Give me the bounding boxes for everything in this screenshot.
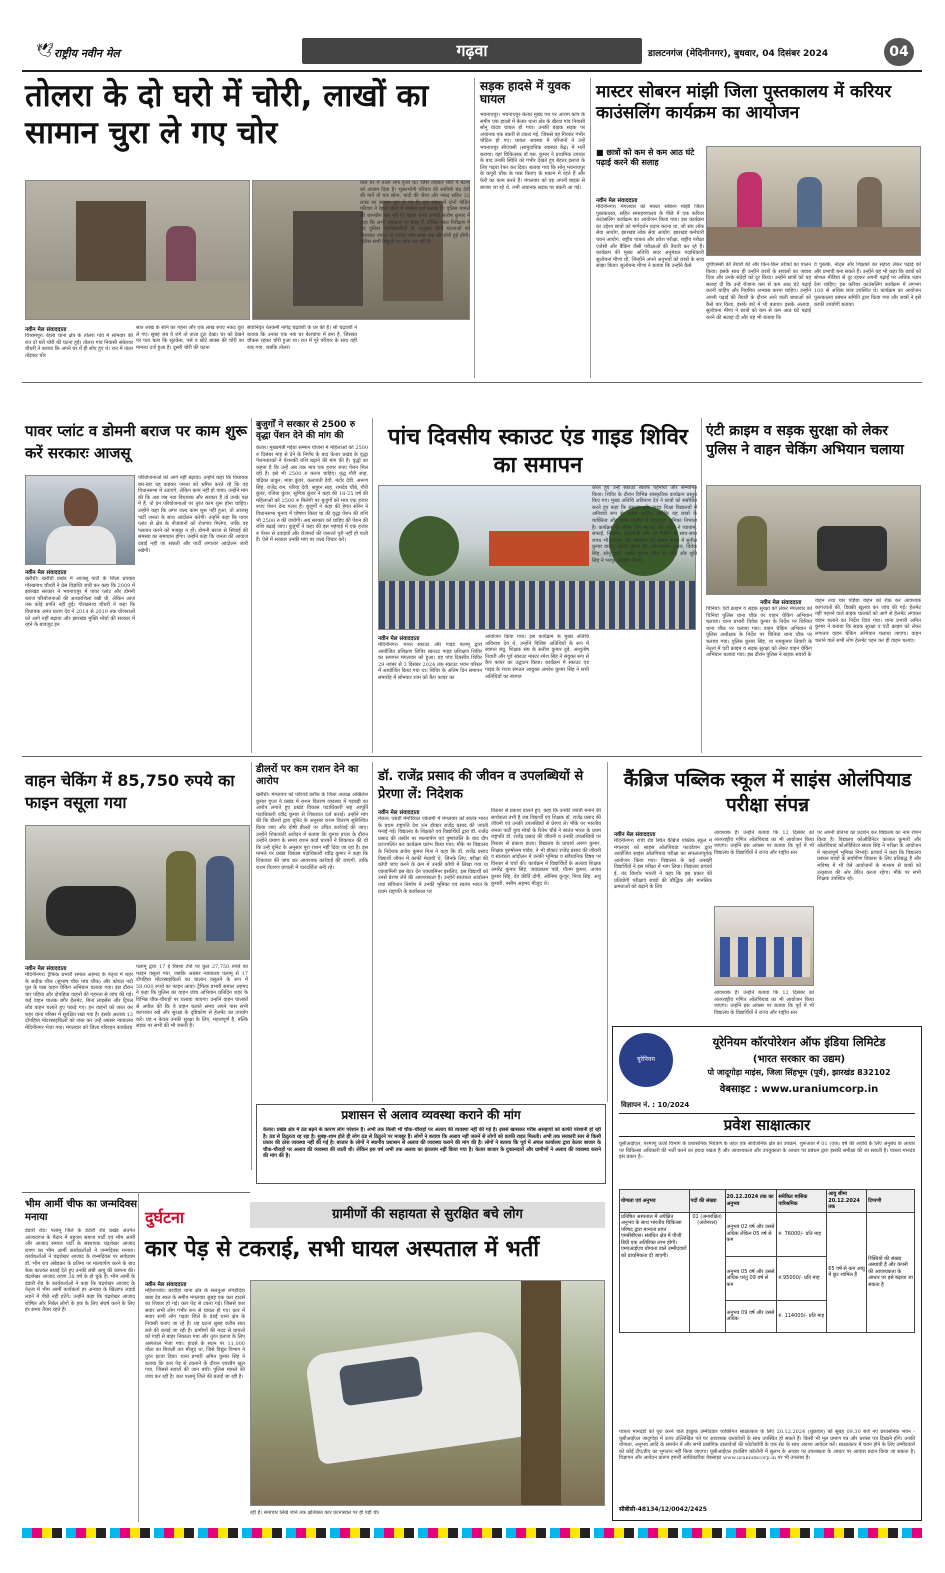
color-registration-bar (22, 1528, 922, 1538)
byline-s1: नवीन मेल संवाददाता (25, 327, 67, 333)
photo-theft-house (25, 180, 250, 320)
s6-col3: करते हुए उन्हें स्काउट स्कार्फ पहनाया और सम्मानित किया। शिविर के दौरान विभिन्न सांस्कृतिक कार्यक्रम प्रस्तुत किए गए। मुख्य अतिथि अविनाश देव ने छात्रों को संबोधित करते हुए कहा कि स्काउट और गाइड शिक्षा विद्यालयों में अनिवार्य रूप से चलना चाहिए, क्योंकि यह छात्रों के व्यक्तित्व और चरित्र निर्माण में महत्वपूर्ण भूमिका निभाता है। कार्यक्रम के अंतिम दिन स्काउट और गाइड ने व्यायाम, सफाई, नियंत्रण, इंडोलॉजी और टेंट पिचिंग के साथ-साथ शपथ भी कराया। इस कार्यक्रम को सफल बनाने में सुनील कुमार यादव, अमित कुमार झा, ओमप्रकाश कुमार, विवेक सिंह, सोनू शर्मा, प्रशांत कुमार, प्रिंस देव सिंह और श्रुति सिंह ने भरपूर सहयोग किया। (592, 485, 697, 564)
logo-bird-icon: 🕊 (36, 43, 54, 59)
byline-s7: नवीन मेल संवाददाता (760, 600, 802, 606)
s3-col1: मेदिनीनगर। मंगलवार को मास्टर सोबरन मांझी जिला पुस्तकालय, सहित समाहरणालय के पीछे में एक करियर काउंसलिंग कार्यक्रम का आयोजन किया गया। इस कार्यक्रम का उद्देश्य छात्रों को मार्गदर्शन प्रदान करना था, जो संघ लोक सेवा आयोग, झारखंड लोक सेवा आयोग, झारखंड कर्मचारी चयन आयोग, राष्ट्रीय पात्रता और प्रवेश परीक्षा, राष्ट्रीय परीक्षा एजेंसी और बैंकिंग जैसी परीक्षाओं की तैयारी कर रहे हैं। कार्यक्रम की मुख्य अतिथि सदर अनुमंडल पदाधिकारी सुलोचना मीणा थीं, जिन्होंने अपने अनुभवों को छात्रों के साथ साझा किया। सुलोचना मीणा ने बताया कि उन्होंने कैसे (596, 204, 704, 270)
s11-col2b: आवश्यक हैं। उन्होंने बताया कि 12 दिसंबर को अंतरराष्ट्रीय गणित ओलंपियाड का भी आयोजन किया जाएगा। उन्होंने इस अवसर पर बताया कि पूर्व में भी विद्यालय के विद्यार्थियों ने राज्य और राष्ट्रीय स्तर (714, 990, 814, 1016)
s14-col1: महिशाथांड। बरडीहा थाना क्षेत्र के सलतुआ लंगड़ीदेवा बाबा देव स्थल के समीप मंगलवार सुबह एक कार हादसे का शिकार हो गई। कार पेड़ से टकरा गई। जिससे कार सवार सभी लोग गंभीर रूप से घायल हो गए। कार में सवार सभी लोग गढ़वा जिले के डंडई थाना क्षेत्र के निवासी बताए जा रहे हैं। यह घटना सुबह करीब सात बजे की बताई जा रही है। ग्रामीणों की मदद से घायलों को गाड़ी से बाहर निकाला गया और तुरंत इलाज के लिए अस्पताल भेजा गया। हादसे के स्थान पर 11,000 वोल्ट का बिजली तार मौजूद था, जिसे विद्युत विभाग ने तुरंत हटवा दिया। थाना प्रभारी अमित कुमार सिंह ने बताया कि कार पेड़ से टकराने के दौरान एयरबैग खुल गया, जिससे सवारों की जान बची। पुलिस मामले की जांच कर रही है। कार पलामू जिले की बताई जा रही है। (145, 1288, 245, 1380)
ad-footer: पात्रता मानदंडों को पूरा करने वाले इच्छुक उम्मीदवार व्यक्तिगत साक्षात्कार के लिए 20.12.2024 (शुक्रवार) को सुबह 09.30 बजे नए प्रशासनिक भवन - यूसीआईएल जादूगोड़ा में ऊपर उल्लिखित पते पर आवश्यक दस्तावेजों के साथ उपस्थित हो सकते हैं। किसी भी मूल प्रमाण पत्र और प्रशंसा पत्र दिखाने होंगे। उनकी योग्यता, अनुभव आदि के समर्थन में और सभी प्रासंगिक दस्तावेजों की फोटोकॉपी के एक सेट के साथ अवश्य आवेदन करें। साक्षात्कार में चयन होने के लिए उम्मीदवारों को कोई टीए/डीए का भुगतान नहीं किया जाएगा। यूसीआईएल हाउसिंग कॉलोनी में सुलभ के आधार पर उपलब्धता के आधार पर आवास प्रदान किया जा सकता है। विज्ञापन और आवेदन प्रारूप हमारी आधिकारिक वेबसाइट www.uraniumcorp.in पर भी उपलब्ध है। (619, 1429, 915, 1462)
byline-s3: नवीन मेल संवाददाता (596, 198, 638, 204)
s1-col4: वाले घर में ताला लगा हुआ था। जिसे तोड़कर चोरों ने घटना को अंजाम दिया है। भुक्तभोगी परिवार की सावित्री चंद्र देवी की मानें तो चार सोना, चांदी की जेवर और नकद सहित 32 लाख का सामान चुरा ले गए हैं। इस संबंध में दोनों पीड़ित परिवार ने रेहला थाना में मामला दर्ज कराया है। पुलिस मामले की छानबीन कर रही है। रेहला थाना प्रभारी संतोष कुमार ने कहा कि अभी अवकाश पर बाहर हैं, लेकिन स्थल निरीक्षण में गए पुलिस पदाधिकारियों के अनुसार दोनों घटनाओं को मिलाकर ज्यादा से ज्यादा पांच लाख तक की चोरी हुई होगी। पुलिस सभी बिंदुओं पर जांच कर रही है। (360, 180, 470, 246)
table-row: अनुभव 09 वर्ष और उससे अधिक रु. 114000/- प्रति माह (620, 1301, 915, 1333)
s1-col3: सेवानिवृत रेलकर्मी नागेंद्र चंद्रवंशी के घर की है। श्री चंद्रवंशी ने बताया कि उनका एक नया घर बेलचांपा में बना है, जिसका चौकस रहकर चोरी हुआ था। रात में पूरे परिवार के साथ वहीं रुक गया, जबकि तोलरा (247, 325, 357, 351)
s7-col2: वाहन तथा चार पहिया वाहन को रोक कर आवश्यक कागजातों की, डिक्की खुलवा कर जांच की गई। हेलमेट नहीं पहनने वाले बाइक चालकों को आगे से हेलमेट लगाकर वाहन चलाने का निर्देश दिया गया। थाना प्रभारी अमित कुमार ने बताया कि सड़क सुरक्षा व एंटी क्राइम को लेकर लगातार वाहन चेकिंग अभियान चलाया जाएगा। वाहन चलाने वाले सभी लोग हेलमेट पहन कर ही वाहन चलाएं। (815, 598, 921, 644)
ucil-website[interactable]: वेबसाइट : www.uraniumcorp.in (719, 1084, 879, 1095)
masthead (22, 38, 922, 68)
s12-body: केतार। प्रखंड क्षेत्र में ठंड बढ़ने के कारण लोग परेशान हैं। अभी तक किसी भी चौक-चौराहों पर अलाव की व्यवस्था नहीं की गई है। इससे खासकर गरीब असहायों को काफी परेशानी हो रही है। ठंड से ठिठुरता रह रहा है। सुबह-शाम होते ही लोग ठंड से ठिठुरने पर मजबूर हैं। लोगों ने बताया कि अलाव नहीं जलने से लोगों को काफी राहत मिलती। अभी तक सरकारी स्तर से किसी प्रकार की ठोस व्यवस्था नहीं की गई है। बाजार के लोगों ने स्थानीय प्रशासन से अलाव की व्यवस्था कराने की मांग की है। लोगों ने बताया कि पूर्व में अंचल कार्यालय द्वारा केतार बाजार के चौक-चौराहों पर अलाव की व्यवस्था की जाती थी। लेकिन इस वर्ष अभी तक अलाव का इंतजाम नहीं किया गया है। केतार बाजार के दुकानदारों और ग्रामीणों ने अलाव की व्यवस्था कराने की मांग की है। (263, 1127, 601, 1160)
s8-col1: मेदिनीनगर। ट्रैफिक प्रभारी समाल अहमद के नेतृत्व में शहर के सदीक चौक (सुभाष चौक पांच चौक) और कोयल नदी पुल के पास वाहन चेकिंग अभियान चलाया गया। इस दौरान चार पहिया और दोपहिया वाहनों की गहनता से जांच की गई। कई वाहन चालक बगैर हेलमेट, बिना लाइसेंस और ट्रिपल लोड वाहन चलाते हुए पकड़े गए। इन वाहनों को जब्त कर शहर थाना परिसर में सुरक्षित रखा गया है। इसके अलावा 13 दोपहिया मोटरसाइकिलों को जब्त कर उन्हें अग्रसर न्यायालय मेदिनीनगर भेजा गया। मंगलवार को जिला परिवहन कार्यालय (25, 972, 133, 1031)
ucil-name: यूरेनियम कॉरपोरेशन ऑफ इंडिया लिमिटेड (712, 1035, 886, 1049)
subhead-bar (250, 1202, 605, 1228)
s8-col2: पलामू द्वारा 17 ई रिक्शा टेंपो पर कुल 27,750 रुपये का फाइन वसूला गया, जबकि अग्रसर न्यायालय पलामू से 17 दोपहिया मोटरसाइकिलों का चालान वसूलने के रूप में 58,000 रुपये का फाइन आया। ट्रैफिक प्रभारी समाल अहमद ने कहा कि पुलिस का वाहन जांच अभियान प्रतिदिन शहर के विभिन्न चौक-चौराहों पर चलाया जाएगा। उन्होंने वाहन चालकों से अपील की कि वे वाहन चलाते समय अपने पास सभी कागजात रखें और सुरक्षा के दृष्टिकोण से हेलमेट का उपयोग करें। यह न केवल उनकी सुरक्षा के लिए, महत्वपूर्ण है, बल्कि सड़क पर सभी की भी जरूरी है। (136, 964, 248, 1030)
photo-vehicle-checking (706, 485, 921, 595)
photo-traffic-police (25, 825, 250, 960)
byline-s10: नवीन मेल संवाददाता (378, 810, 420, 816)
kicker-s3: ■ छात्रों को कम से कम आठ घंटे पढ़ाई करने की सलाह (596, 148, 695, 167)
ucil-address: पो जादूगोड़ा माइंस, जिला सिंहभूम (पूर्व), झारखंड 832102 (707, 1068, 891, 1077)
headline-road-accident: सड़क हादसे में युवक घायल (480, 79, 571, 107)
photo-exam-hall (714, 906, 814, 986)
s1-col2: सात लाख के सोने का गहना और एक लाख रुपए नकद चुरा ले गए। सुबह जब वे जगे तो ताला टूटा देखा। घर को देखने पर पता चला कि सूटकेस, पर्स व छोटे बाक्स की चोरी का मामला दर्ज हुआ है। दूसरी चोरी की घटना (136, 325, 244, 351)
ad-intro: यूसीआईएल, परमाणु ऊर्जा विभाग के प्रशासनिक नियंत्रण के तहत एक सार्वजनिक क्षेत्र का उपक्रम, शुरूआत में 01 (एक) वर्ष की अवधि के लिए अनुबंध के आधार पर चिकित्सा अधिकारी की भर्ती करने का इरादा रखता है और आवश्यकता और उपयुक्तता के आधार पर प्रबंधन द्वारा इसकी समीक्षा की जा सकती है। पात्रता मानदंड इस प्रकार है:- (619, 1141, 915, 1161)
headline-alav-demand: प्रशासन से अलाव व्यवस्था कराने की मांग (341, 1108, 521, 1122)
byline-s4: नवीन मेल संवाददाता (25, 570, 67, 576)
s10-col2: विस्तार से प्रकाश डालते हुए, कहा कि उनकी जयंती मनाने की सार्थकता तभी है जब विद्यार्थी एवं शिक्षक डॉ. राजेंद्र प्रसाद की जीवनी एवं उनकी उपलब्धियों से प्रेरणा लें। मौके पर भारतीय जनता पार्टी युवा मोर्चा के रितेश चौबे ने स्वतंत्र भारत के प्रथम राष्ट्रपति डॉ. राजेंद्र प्रसाद की जीवनी व उनकी उपलब्धियों पर विस्तार से प्रकाश डाला। विद्यालय के प्राचार्य अरुण कुमार, शिक्षक पुरुषोत्तम पांडेय, ने भी डॉक्टर राजेंद्र प्रसाद की जीवनी व स्वतंत्रता आंदोलन में उनकी भूमिका व संवैधानिक विषय पर विस्तार से चर्चा की। कार्यक्रम में विद्यार्थियों के अलावा शिक्षक अमरेंद्र कुमार सिंह, जयप्रकाश पांडे, गौतम कुमार, अजय कुमार सिंह, देव कीर्ति दोगी, ओनिमा कुजूर, मिथा सिंह, अंशु कुमारी, नसीम अहमद मौजूद थे। (491, 808, 601, 887)
headline-car-crash: कार पेड़ से टकराई, सभी घायल अस्पताल में भर्ती (145, 1237, 540, 1262)
s11-col3: पर अपनी प्रतिभा का प्रदर्शन कर विद्यालय का नाम रोशन किया है। विद्यालय कोऑर्डिनेटर काजल कुमारी और ओलंपियाड कोऑर्डिनेटर संध्या सिंह ने परीक्षा के आयोजन में महत्वपूर्ण भूमिका निभाई। प्राचार्य ने कहा कि विद्यालय प्रबंधन बच्चों के सर्वांगीण विकास के लिए प्रतिबद्ध है और भविष्य में भी ऐसे आयोजनों के माध्यम से छात्रों को उत्कृष्टता की ओर प्रेरित करता रहेगा। मौके पर सभी शिक्षक उपस्थित रहे। (817, 830, 921, 883)
s4-col2: परियोजनाओं को आगे नहीं बढ़ाया। उन्होंने कहा कि विधायक बार-बार यह कहकर जनता को भ्रमित करते रहे कि वह विधानसभा में उठाएंगे, लेकिन काम नहीं हो पाया। उन्होंने मांग की कि अब जब नया विधायक और सरकार है तो उनके पक्ष में हैं, तो इन परियोजनाओं पर तुरंत काम शुरू होना चाहिए। उन्होंने कहा कि अगर जल्द काम शुरू नहीं हुआ, तो आजसू पार्टी जनता के साथ आंदोलन करेगी। उन्होंने कहा कि पावर प्लांट से क्षेत्र के नौजवानों को रोजगार मिलेगा, ताकि वह पलायन करने को मजबूर न हों। डोमनी बराज से सिंचाई की समस्या का समाधान होगा। उन्होंने कहा कि जनता की आवाज दबाई नहीं जा सकती और पार्टी लगातार आंदोलन जारी रखेगी। (138, 475, 248, 554)
advertisement-number: विज्ञापन नं. : 10/2024 (621, 1101, 690, 1109)
s6-col2: आयोजन किया गया। इस कार्यक्रम के मुख्य अतिथि अविनाश देव थे, उन्होंने विशिष्ट अतिथियों के रूप में स्वागत बंधु, शिक्षक संघ के सतीश कुमार दुबे, आशुतोष तिवारी और पूर्व स्काउट मास्टर रमेश सिंह ने संयुक्त रूप से कैंप फायर का उद्घाटन किया। कार्यक्रम में स्काउट एंड गाइड के राज्य संगठन आयुक्त अमरेश कुमार सिंह ने सभी अतिथियों का स्वागत (485, 634, 589, 680)
s2-body: भवनाथपुर। भवनाथपुर-केतार मुख्य पथ पर आराम कांप के समीप एक हादसे में केतार थाना क्षेत्र के खैरवा गांव निवासी सोनू यादव घायल हो गया। उनकी बाइक सड़क पर अचानक एक बकरी से टकरा गई, जिससे वह गिरकर गंभीर चोटिल हो गए। घायल अवस्था में परिजनों ने उन्हें भवनाथपुर सीएचसी (सामुदायिक स्वास्थ्य केंद्र) में भर्ती कराया। वहां चिकित्सक डॉ एस. कुमार ने प्राथमिक उपचार के बाद उनकी स्थिति को गंभीर देखते हुए बेहतर इलाज के लिए गढ़वा रेफर कर दिया। बताया गया कि सोनू भवनाथपुर के कपूरी चौक के पास किराए के मकान में रहते हैं और फेरी का काम करते हैं। मंगलवार को वह अपनी बाइक से बाजार जा रहे थे, तभी अचानक सड़क पर बकरी आ गई। (480, 112, 585, 191)
ad-title: प्रवेश साक्षात्कार (723, 1116, 811, 1134)
headline-fine-collected: वाहन चेकिंग में 85,750 रुपये का फाइन वसूला गया (25, 771, 235, 812)
headline-scout-camp: पांच दिवसीय स्काउट एंड गाइड शिविर का समापन (388, 425, 688, 478)
section-banner (302, 38, 642, 64)
s5-body: केतार। मुख्यमंत्री मंईयां सम्मान योजना में महिलाओं को 2500 रु दिसंबर माह से देने के निर्णय के बाद केतार प्रखंड के वृद्धा पेंशनधारकों ने पेंशनकी राशि बढ़ाने की मांग की है। वृद्धों का कहना है कि उन्हें अब तक मात्र एक हजार रुपए पेंशन मिल रही है। इसे भी 2500 रु करना चाहिए। वृद्ध गौरी साह, चंद्रिका ठाकुर, माया कुंवर, कलावती देवी, मंटोर देवी, अरूण सिंह, राजेंद्र राम, परिया देवी, सत्रुघ्न साह, रामदेव चौबे, गौरी कुंवर, रजिया कुंवर, सुमित्रा कुंवर ने कहा की 18-25 वर्ष की महिलाओं को 2500 रु मिलेगी पर बुजुर्गों को मात्र एक हजार रुपए पेंशन देना गलत है। बुजुर्गों ने कहा की हेमंत सोरेन ने विधानसभा चुनाव में घोषणा किया था की वृद्धा पेंशन की राशि भी 2500 रु की जायेगी। अब सरकार को चाहिए की पेंशन की राशि बढ़ाई जाए। बुजुर्गों ने कहा की इस महंगाई में एक हजार रु पेंशन से दवाइयों और रोजमर्रा की जरूरतें पूरी नहीं हो पाती हैं। ऐसे में सरकार उनकी मांग पर जल्द विचार करे। (256, 445, 368, 544)
headline-vehicle-checking-chiniya: एंटी क्राइम व सड़क सुरक्षा को लेकर पुलिस ने वाहन चेकिंग अभियान चलाया (706, 423, 904, 458)
s14-col2: रही है। समाचार लिखे जाने तक क्षतिग्रस्त कार घटनास्थल पर ही पड़ी थी। (250, 1510, 380, 1516)
s13-body: डंडारी रोड। पलामू जिले के डंडारी रोड प्रखंड अंतर्गत आजादगंज के मैदान में बहुजन समाज पार्टी एवं भीम आर्मी और आजाद समाज पार्टी के संस्थापक चंद्रशेखर आजाद रावण का भीम आर्मी कार्यकर्ताओं ने जन्मदिवस मनाया। कार्यकर्ताओं ने चंद्रशेखर आजाद के जन्मदिवस पर सर्वप्रथम डॉ. भीम राव अंबेडकर के प्रतिमा पर माल्यार्पण करने के बाद केक काटकर बधाई देते हुए उनकी लंबी आयु की कामना की। चंद्रशेखर आजाद रावण 38 वर्ष के हो चुके हैं। भीम आर्मी के डंडारी रोड के कार्यकर्ताओं ने कहा कि चंद्रशेखर आजाद के नेतृत्व में भीम आर्मी कार्यकर्ता हर अन्याय के खिलाफ लड़ाई लड़ने में पीछे नहीं हटेंगे। उन्होंने कहा कि चंद्रशेखर आजाद शोषित और निर्बल लोगों के हक के लिए संघर्ष करने के लिए हर समय तैयार रहते हैं। (25, 1228, 135, 1314)
s11-col2: आवश्यक हैं। उन्होंने बताया कि 12 दिसंबर को अंतरराष्ट्रीय गणित ओलंपियाड का भी आयोजन किया जाएगा। उन्होंने इस अवसर पर बताया कि पूर्व में भी विद्यालय के विद्यार्थियों ने राज्य और राष्ट्रीय स्तर (714, 830, 814, 856)
alav-box (256, 1104, 606, 1184)
byline-s6: नवीन मेल संवाददाता (378, 636, 420, 642)
ucil-advertisement (612, 1026, 922, 1521)
s7-col1: चिनियां। एंटी क्राइम व सड़क सुरक्षा को लेकर मंगलवार को चिनियां पुलिस थाना चौक पर वाहन चेकिंग अभियान चलाया। थाना प्रभारी विवेक कुमार के निर्देश पर चिनियां थाना चौक पर चलाया गया। वाहन चेकिंग अभियान में पुलिस अधीक्षक के निर्देश पर चिनियां थाना चौक पर चलाया गया। पुलिस कुमार सिंह, पा रामकुमार तिवारी के नेतृत्व में एंटी क्राइम व सड़क सुरक्षा को लेकर वाहन चेकिंग अभियान चलाया गया। इस दौरान पुलिस ने बाइक सवारों के (706, 606, 812, 659)
headline-pension-demand: बुजुर्गों ने सरकार से 2500 रु वृद्धा पेंशन देने की मांग की (256, 420, 356, 441)
byline-s11: नवीन मेल संवाददाता (614, 832, 656, 838)
headline-career-counselling: मास्टर सोबरन मांझी जिला पुस्तकालय में करियर काउंसलिंग कार्यक्रम का आयोजन (596, 82, 892, 123)
s6-col1: मेदिनीनगर। भारत स्काउट और गाइड पलामू द्वारा आयोजित प्रशिक्षण शिविर स्काउट गाइड प्रशिक्षण शिविर का समापन मंगलवार को हुआ। यह पांच दिवसीय शिविर 29 नवंबर से 3 दिसंबर 2024 तक स्काउट भवन परिसर में आयोजित किया गया था। शिविर के अंतिम दिन समापन समारोह में सोमवार शाम को कैंप फायर का (378, 642, 482, 681)
ad-title-bar (619, 1113, 915, 1137)
eligibility-table: योग्यता एवं अनुभव पदों की संख्या 20.12.2024 तक का अनुभव समेकित मासिक पारिश्रमिक आयु सीमा 20.12.2024 तक टिप्पणी प्रतिष्ठित अस्पताल में अपेक्षित अनुभव के साथ भारतीय चिकित्सा परिषद द्वारा मान्यता प्राप्त एमबीबीएस। संबंधित क्षेत्र में पीजी डिग्री एक अतिरिक्त लाभ होगी। एमएआईएच योग्यता वाले उम्मीदवारों को प्राथमिकता दी जाएगी। 01 (अनारक्षित) (अजेनरल) अनुभव 02 वर्ष और उससे अधिक लेकिन 05 वर्ष से कम रु. 76000/- प्रति माह 65 वर्ष से कम आयु में छूट शामिल है रिक्तियों की संख्या अस्थायी है और कंपनी की आवश्यकता के आधार पर इसे बढ़ाया जा सकता है अनुभव 05 वर्ष और उससे अधिक परंतु 09 वर्ष से कम रु.95000/- प्रति माह अनुभव 09 वर्ष और उससे अधिक रु. 114000/- प्रति माह (619, 1189, 915, 1333)
ad-code: सीबीसी-48134/12/0042/2425 (619, 1506, 707, 1513)
ucil-emblem-icon: यूरेनियम (619, 1033, 673, 1087)
headline-rajendra-prasad: डॉ. राजेंद्र प्रसाद की जीवन व उपलब्धियों से प्रेरणा लें: निदेशक (378, 769, 584, 802)
headline-bhim-army: भीम आर्मी चीफ का जन्मदिवस मनाया (25, 1199, 138, 1223)
headline-ration-dealers: डीलरों पर कम राशन देने का आरोप (256, 764, 359, 787)
section-title: गढ़वा (456, 41, 488, 60)
photo-crashed-car (250, 1280, 605, 1506)
headline-tolra-theft: तोलरा के दो घरो में चोरी, लाखों का सामान चुरा ले गए चोर (25, 78, 429, 151)
dateline: डालटनगंज (मेदिनीनगर), बुधवार, 04 दिसंबर 2024 (648, 49, 829, 59)
byline-s8: नवीन मेल संवाददाता (25, 966, 67, 972)
s9-body: खरौंधी। मंगलवार को फॉरवर्ड ब्लॉक के जिला अध्यक्ष अखिलेश कुमार गुप्ता ने प्रखंड में राशन वितरण व्यवस्था में गड़बड़ी का आरोप लगाते हुए प्रखंड विकास पदाधिकारी सह आपूर्ति पदाधिकारी रवींद्र कुमार से शिकायत दर्ज कराई। उन्होंने मांग की कि डीलरों द्वारा यूनिट के अनुसार राशन वितरण सुनिश्चित किया जाए और दोषी डीलरों पर उचित कार्रवाई की जाए। उन्होंने शिकायती आवेदन में बताया कि चुनाव प्रचार के दौरान उन्होंने प्रमाण के समय राशन कार्ड धारकों ने शिकायत की थी कि उन्हें यूनिट के अनुसार पूरा राशन नहीं दिया जा रहा है। इस मामले पर प्रखंड विकास पदाधिकारी रवींद्र कुमार ने कहा कि शिकायत की जांच कर आवश्यक कार्रवाई की जाएगी, ताकि राशन वितरण प्रणाली में पारदर्शिता बनी रहे। (256, 792, 368, 871)
photo-azsu-leader (25, 475, 135, 565)
s3-col3: वे पुस्तकें, नोट्स और शिक्षकों का सहारा लेकर पढ़ाई को और प्रभावी बना सकते हैं। उन्होंने यह भी कहा कि छात्रों को सोशल मीडिया से दूर रहकर अपनी पढ़ाई पर अधिक ध्यान देना चाहिए। इस करियर काउंसलिंग कार्यक्रम में लगभग 100 से अधिक छात्र उपस्थित थे। कार्यक्रम का आयोजन पुस्तकालय प्रबंधन समिति द्वारा किया गया और छात्रों ने इसे काफी उपयोगी बताया। (814, 262, 921, 308)
table-row: अनुभव 05 वर्ष और उससे अधिक परंतु 09 वर्ष से कम रु.95000/- प्रति माह (620, 1256, 915, 1300)
ucil-sub: (भारत सरकार का उद्यम) (752, 1054, 846, 1065)
subhead-villagers: ग्रामीणों की सहायता से सुरक्षित बचे लोग (332, 1207, 523, 1222)
kicker-accident: दुर्घटना (145, 1208, 185, 1227)
masthead-rule (22, 70, 922, 72)
square-bullet-icon: ■ (596, 148, 607, 157)
s3-col2: यूपीएससी की तैयारी की और किन-किन तरीकों का पालन किया। इसके साथ ही उन्होंने छात्रों के सवालों का जवाब दिया और उनके संदेहों को दूर किया। उन्होंने छात्रों को यह सलाह दी कि उन्हें रोजाना कम से कम आठ घंटे पढ़ाई करनी चाहिए और नियमित अभ्यास करना चाहिए। उन्होंने अपनी पढ़ाई की तैयारी के दौरान आने वाली बाधाओं को कैसे पार किया, इसके बारे में भी बताया। इसके अलावा, सुलोचना मीणा ने छात्रों को कम से कम आठ घंटे पढ़ाई करने की सलाह दी और यह भी बताया कि (706, 262, 811, 321)
s1-col1: विश्रामपुर। रेहला थाना क्षेत्र के तोलरा गांव में सोमवार की रात दो घरों चोरी की घटना हुई। तोलरा गांव निवासी संकेश्वर चौधरी ने बताया कि अपने घर में ही सोए हुए थे। रात में ताला तोड़कर चोर (25, 333, 133, 359)
s4-col1: खरौंधी। खरौंधी प्रखंड में आजसू पार्टी के जिला प्रवक्ता गोरखनाथ चौधरी ने प्रेस विज्ञप्ति जारी कर कहा कि 2009 में झारखंड सरकार ने भवनाथपुर में पावर प्लांट और डोमनी बराज परियोजनाओं की आधारशिला रखी थी, लेकिन आज तक कोई प्रगति नहीं हुई। गोरखनाथ चौधरी ने कहा कि विधायक अनंत प्रताप देव ने 2014 से 2019 तक योजनाओं को आगे नहीं बढ़ाया और झारखंड मुक्ति मोर्चा की सरकार में रहने के बावजूद इन (25, 576, 135, 629)
headline-power-plant: पावर प्लांट व डोमनी बराज पर काम शुरू करें सरकारः आजसू (25, 422, 247, 462)
headline-science-olympiad: कैंब्रिज पब्लिक स्कूल में साइंस ओलंपियाड परीक्षा संपन्न (623, 769, 912, 816)
paper-name: राष्ट्रीय नवीन मेल (54, 47, 120, 60)
photo-career-event (706, 146, 921, 256)
s10-col1: मेराल। एसडी मेमोरियल एकेडमी में मंगलवार को स्वतंत्र भारत के प्रथम राष्ट्रपति देश रत्न डॉक्टर राजेंद्र प्रसाद की जयंती मनाई गई। विद्यालय के शिक्षकों एवं विद्यार्थियों द्वारा डॉ. राजेंद्र प्रसाद की तस्वीर पर माल्यार्पण एवं पुष्पांजलि के बाद दीप प्रज्ज्वलित कर कार्यक्रम प्रारंभ किया गया। मौके पर विद्यालय के निदेशक ब्रजेश कुमार मिश्र ने कहा कि डॉ. राजेंद्र प्रसाद विद्यार्थी जीवन में काफी मेधावी थे, जिनके लिए, परीक्षा की कॉपी जांच करने के क्रम में उनकी कॉपी में लिखा गया था एक्जामिनी इस बेटर देन एक्जामिनर इसलिए, इस विद्यार्थी को उनसे प्रेरणा लेने की आवश्यकता है। उन्होंने स्वतंत्रता आंदोलन तथा संविधान निर्माण में उनकी भूमिका एवं स्वतंत्र भारत के प्रथम राष्ट्रपति के कार्यकाल पर (378, 816, 488, 895)
page-number: 04 (884, 38, 914, 66)
table-row: प्रतिष्ठित अस्पताल में अपेक्षित अनुभव के साथ भारतीय चिकित्सा परिषद द्वारा मान्यता प्राप्त एमबीबीएस। संबंधित क्षेत्र में पीजी डिग्री एक अतिरिक्त लाभ होगी। एमएआईएच योग्यता वाले उम्मीदवारों को प्राथमिकता दी जाएगी। 01 (अनारक्षित) (अजेनरल) अनुभव 02 वर्ष और उससे अधिक लेकिन 05 वर्ष से कम रु. 76000/- प्रति माह 65 वर्ष से कम आयु में छूट शामिल है रिक्तियों की संख्या अस्थायी है और कंपनी की आवश्यकता के आधार पर इसे बढ़ाया जा सकता है (620, 1212, 915, 1256)
byline-s14: नवीन मेल संवाददाता (145, 1282, 187, 1288)
s11-col1: मेदिनीनगर। रांची रोड स्थित कैंब्रिज पब्लिक स्कूल में मंगलवार को साइंस ओलंपियाड फाउंडेशन द्वारा आयोजित साइंस ओलंपियाड परीक्षा का सफलतापूर्वक आयोजन किया गया। विद्यालय के कई उत्साही विद्यार्थियों ने इस परीक्षा में भाग लिया। विद्यालय प्राचार्य ई. नंद किशोर भारती ने कहा कि इस प्रकार की प्रतियोगी परीक्षाएं बच्चों की बौद्धिक और मानसिक क्षमताओं को बढ़ाने के लिए (614, 838, 712, 891)
